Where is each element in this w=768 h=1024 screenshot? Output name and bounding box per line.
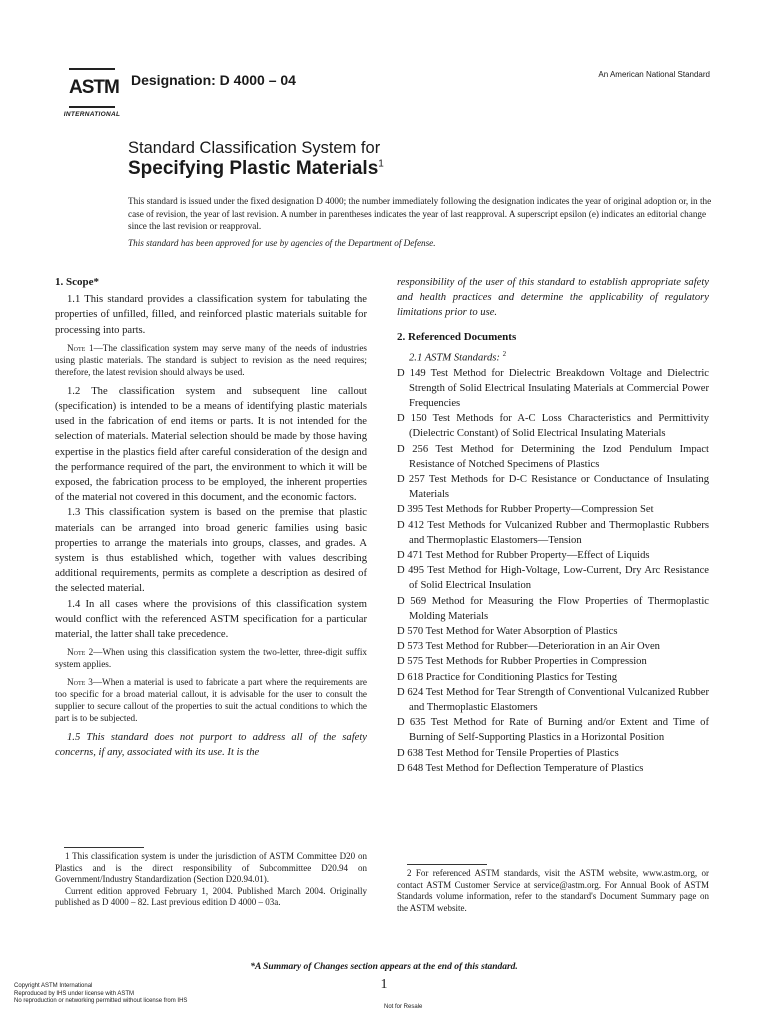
title-footnote-mark: 1 xyxy=(378,158,384,170)
right-column xyxy=(397,275,709,776)
intro-paragraph: This standard is issued under the fixed designation D 4000; the number immediately following the designation indicates the year of original adoption or, in the case of revision, the year of last revision. A number in parentheses indicates the year of last reapproval. A superscript epsilon (e) indicates an editorial change since the last revision or reapproval. xyxy=(128,196,712,231)
left-column xyxy=(55,275,367,761)
referenced-standard-item: D 395 Test Methods for Rubber Property—Compression Set xyxy=(397,504,654,516)
referenced-standard-item: D 573 Test Method for Rubber—Deterioration in an Air Oven xyxy=(397,641,660,653)
footnote-rule-right xyxy=(407,864,487,865)
referenced-standard-item: D 648 Test Method for Deflection Temperature of Plastics xyxy=(397,762,644,774)
title-line-2 xyxy=(128,158,384,180)
note-1 xyxy=(55,342,367,378)
not-for-resale-label: Not for Resale xyxy=(384,1004,423,1010)
referenced-standard-item: D 257 Test Methods for D-C Resistance or Conductance of Insulating Materials xyxy=(397,473,709,501)
footnote-1 xyxy=(55,851,367,909)
designation: Designation: D 4000 – 04 xyxy=(131,72,296,88)
note-3 xyxy=(55,676,367,724)
referenced-standard-item: D 638 Test Method for Tensile Properties of Plastics xyxy=(397,747,619,759)
note-2 xyxy=(55,646,367,670)
copyright-line-2: Reproduced by IHS under license with ASTM xyxy=(14,990,135,997)
scope-heading: 1. Scope* xyxy=(55,276,99,288)
referenced-standard-item: D 149 Test Method for Dielectric Breakdown Voltage and Dielectric Strength of Solid Electrical Insulating Materials at Commercial Power Frequencies xyxy=(397,367,709,409)
note-2-label: Note 2 xyxy=(67,647,94,658)
note-3-text: —When a material is used to fabricate a part where the requirements are too specific for a broad material callout, it is advisable for the user to consult the supplier to secure callout of the properties to suit the actual conditions to which the part is to be subjected. xyxy=(55,677,367,724)
section-1-4: 1.4 In all cases where the provisions of this classification system would conflict with the referenced ASTM specification for a particular material, the latter shall take precedence. xyxy=(55,598,367,641)
section-1-5: 1.5 This standard does not purport to address all of the safety concerns, if any, associated with its use. It is the xyxy=(55,732,367,759)
astm-logo-subtitle: INTERNATIONAL xyxy=(63,111,121,118)
section-1-2: 1.2 The classification system and subsequent line callout (specification) is intended to be a means of identifying plastic materials used in the fabrication of end items or parts. It is not intended for the selection of materials. Material selection should be made by those having expertise in the plastics field after careful consideration of the design and the performance required of the part, the environment to which it will be exposed, the fabrication process to be employed, the inherent properties of the material not covered in this document, and the economic factors. xyxy=(55,385,367,504)
referenced-standard-item: D 256 Test Method for Determining the Izod Pendulum Impact Resistance of Notched Specimens of Plastics xyxy=(397,443,709,470)
title-line-2-text: Specifying Plastic Materials xyxy=(128,158,379,179)
note-1-label: Note 1 xyxy=(67,342,94,353)
referenced-standard-item: D 624 Test Method for Tear Strength of Conventional Vulcanized Rubber and Thermoplastic Elastomers xyxy=(397,686,709,714)
astm-logo-mark: ASTM xyxy=(69,68,115,108)
footnote-1-edition: Current edition approved February 1, 2004. Published March 2004. Originally published as D 4000 – 82. Last previous edition D 4000 – 03a. xyxy=(55,885,367,908)
copyright-block xyxy=(14,983,187,1006)
referenced-documents-heading: 2. Referenced Documents xyxy=(397,330,517,343)
copyright-line-3: No reproduction or networking permitted without license from IHS xyxy=(14,998,188,1004)
footnote-rule-left xyxy=(64,847,144,848)
referenced-standard-item: D 618 Practice for Conditioning Plastics for Testing xyxy=(397,671,618,683)
referenced-standard-item: D 412 Test Methods for Vulcanized Rubber and Thermoplastic Rubbers and Thermoplastic Elastomers—Tension xyxy=(397,519,709,546)
section-1-3: 1.3 This classification system is based on the premise that plastic materials can be arranged into broad generic families using basic properties to arrange the materials into groups, classes, and grades. A system is thus established which, together with values describing additional requirements, permits as complete a description as desired of the selected material. xyxy=(55,507,367,595)
referenced-standard-item: D 495 Test Method for High-Voltage, Low-Current, Dry Arc Resistance of Solid Electrical Insulation xyxy=(397,565,709,592)
national-standard-label: An American National Standard xyxy=(598,70,710,79)
section-1-5-continued: responsibility of the user of this standard to establish appropriate safety and health practices and determine the applicability of regulatory limitations prior to use. xyxy=(397,277,709,319)
note-1-text: —The classification system may serve many of the needs of industries using plastic materials. The standard is subject to revision as the need requires; therefore, the latest revision should always be used. xyxy=(55,342,367,377)
dod-approval-note: This standard has been approved for use by agencies of the Department of Defense. xyxy=(128,238,436,248)
astm-standards-footnote-mark: 2 xyxy=(502,349,507,358)
referenced-standard-item: D 569 Method for Measuring the Flow Properties of Thermoplastic Molding Materials xyxy=(397,595,709,622)
referenced-standards-list xyxy=(397,366,709,776)
footnote-2 xyxy=(397,868,709,914)
footnote-1-text: 1 This classification system is under the jurisdiction of ASTM Committee D20 on Plastics and is the direct responsibility of Subcommittee D20.94 on Government/Industry Standardization (Section D20.94.01). xyxy=(55,851,367,885)
note-3-label: Note 3 xyxy=(67,677,93,688)
astm-logo xyxy=(60,68,124,122)
summary-of-changes-note: *A Summary of Changes section appears at the end of this standard. xyxy=(250,962,518,972)
referenced-standard-item: D 635 Test Method for Rate of Burning and/or Extent and Time of Burning of Self-Supporting Plastics in a Horizontal Position xyxy=(397,717,709,744)
referenced-standard-item: D 471 Test Method for Rubber Property—Effect of Liquids xyxy=(397,549,650,561)
astm-standards-label xyxy=(397,347,709,366)
referenced-standard-item: D 150 Test Methods for A-C Loss Characteristics and Permittivity (Dielectric Constant) of Solid Electrical Insulating Materials xyxy=(397,413,709,440)
astm-standards-label-text: 2.1 ASTM Standards: xyxy=(409,352,500,364)
copyright-line-1: Copyright ASTM International xyxy=(14,983,93,989)
title-line-1: Standard Classification System for xyxy=(128,139,381,157)
page-number: 1 xyxy=(380,977,388,992)
section-1-1: 1.1 This standard provides a classification system for tabulating the properties of unfilled, filled, and reinforced plastic materials suitable for processing into parts. xyxy=(55,294,367,336)
footnote-2-text: 2 For referenced ASTM standards, visit the ASTM website, www.astm.org, or contact ASTM Customer Service at service@astm.org. For Annual Book of ASTM Standards volume information, refer to the standard's Document Summary page on the ASTM website. xyxy=(397,868,709,913)
referenced-standard-item: D 575 Test Methods for Rubber Properties in Compression xyxy=(397,656,647,668)
referenced-standard-item: D 570 Test Method for Water Absorption of Plastics xyxy=(397,626,618,637)
note-2-text: —When using this classification system the two-letter, three-digit suffix system applies. xyxy=(55,647,367,670)
